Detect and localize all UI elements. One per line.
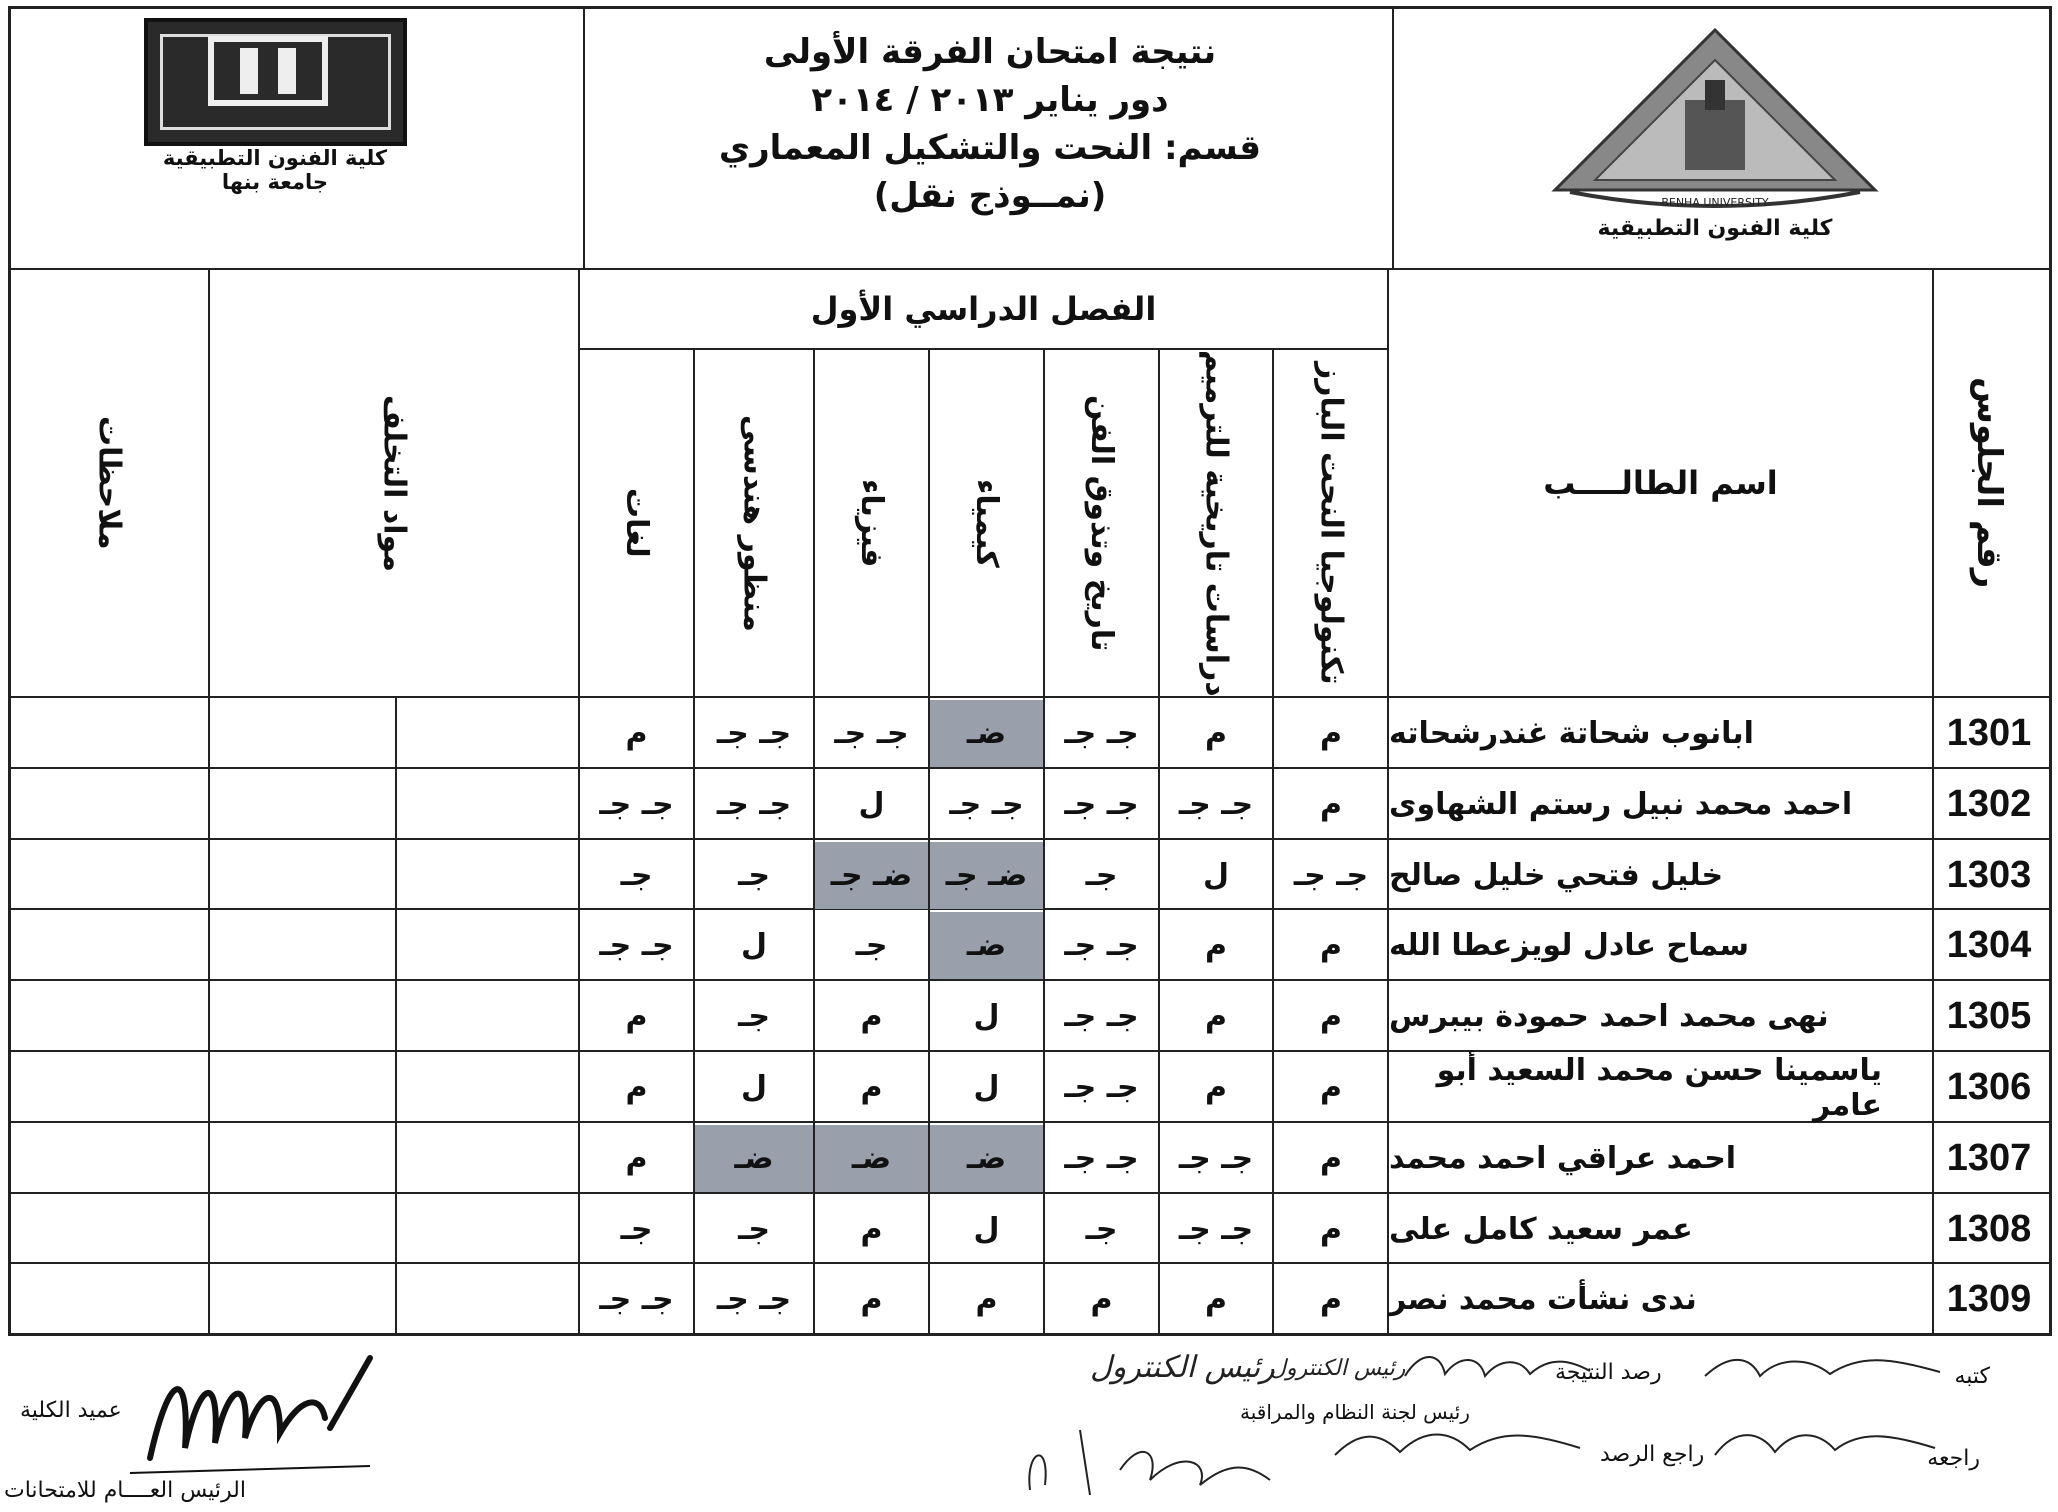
failed-subject-cell xyxy=(210,910,395,981)
subject-header-6-text: منظور هندسى xyxy=(736,414,772,632)
title-line-4: (نمــوذج نقل) xyxy=(873,176,1107,216)
failed-subject-cell xyxy=(397,1264,578,1335)
result-recorded-label: رصد النتيجة xyxy=(1555,1360,1662,1385)
semester-label: الفصل الدراسي الأول xyxy=(810,290,1157,328)
seat-number: 1301 xyxy=(1946,712,2032,754)
written-by-label: كتبه xyxy=(1954,1364,1990,1389)
grade-cell: ل xyxy=(858,787,885,822)
grade-cell: جـ xyxy=(1085,1212,1118,1247)
notes-header xyxy=(10,270,208,696)
student-name: ابانوب شحاتة غندرشحاته xyxy=(1389,716,1754,751)
grade-cell: م xyxy=(625,1070,648,1105)
grade-cell: م xyxy=(1205,1070,1227,1105)
left-logo-caption-university: جامعة بنها xyxy=(221,170,329,194)
handwritten-note-2: رئيس الكنترول xyxy=(1270,1356,1406,1381)
handwritten-note-1: رئيس الكنترول xyxy=(1090,1350,1275,1385)
grade-cell: م xyxy=(1205,1282,1227,1317)
grade-cell: جـ جـ xyxy=(599,787,674,822)
right-logo-caption: كلية الفنون التطبيقية xyxy=(1597,216,1833,241)
notes-cell xyxy=(10,840,208,911)
grade-cell: ضـ xyxy=(695,1125,813,1192)
exam-head-label: الرئيس العــــام للامتحانات xyxy=(4,1478,246,1503)
title-line-2: دور يناير ٢٠١٣ / ٢٠١٤ xyxy=(811,80,1169,120)
grade-cell: ضـ xyxy=(930,700,1043,767)
grade-cell: جـ xyxy=(620,1212,653,1247)
grade-cell: جـ جـ xyxy=(1178,1212,1254,1247)
failed-subjects-header xyxy=(210,270,578,696)
grade-cell: م xyxy=(1090,1282,1113,1317)
grade-cell: جـ xyxy=(738,999,770,1034)
student-name: سماح عادل لويزعطا الله xyxy=(1389,928,1749,963)
grade-cell: م xyxy=(1320,716,1342,751)
failed-subject-cell xyxy=(397,981,578,1052)
subject-header-1 xyxy=(1274,350,1388,696)
grade-cell: جـ جـ xyxy=(599,928,674,963)
grade-cell: جـ جـ xyxy=(1178,1141,1254,1176)
grade-cell: ضـ xyxy=(815,1125,928,1192)
notes-cell xyxy=(10,981,208,1052)
reviewer-signature xyxy=(1710,1420,1940,1470)
failed-subject-cell xyxy=(210,1194,395,1265)
grade-cell: م xyxy=(625,1141,648,1176)
grade-cell: م xyxy=(1320,999,1342,1034)
college-emblem-icon xyxy=(144,18,407,146)
grade-cell: جـ جـ xyxy=(949,787,1024,822)
grade-cell: جـ جـ xyxy=(1064,1141,1139,1176)
grade-cell: ضـ جـ xyxy=(815,842,928,909)
grade-cell: جـ xyxy=(855,928,888,963)
grade-cell: جـ جـ xyxy=(1064,928,1139,963)
header-divider-right xyxy=(1392,6,1394,270)
subject-header-5-text: فيزياء xyxy=(854,478,889,568)
failed-subject-cell xyxy=(397,698,578,769)
grade-cell: م xyxy=(860,999,883,1034)
grade-cell: م xyxy=(1320,787,1342,822)
failed-subject-cell xyxy=(397,769,578,840)
grade-cell: ل xyxy=(1202,858,1230,893)
grade-cell: ل xyxy=(740,1070,768,1105)
writer-signature xyxy=(1700,1348,1950,1388)
student-name: عمر سعيد كامل على xyxy=(1389,1212,1693,1247)
grade-cell: م xyxy=(860,1070,883,1105)
failed-subjects-header-text: مواد التخلف xyxy=(376,394,412,572)
seat-number: 1308 xyxy=(1946,1208,2032,1250)
grade-cell: م xyxy=(625,999,648,1034)
grade-cell: ضـ xyxy=(930,1125,1043,1192)
seat-number-header xyxy=(1934,270,2044,696)
seat-number: 1309 xyxy=(1946,1278,2032,1320)
grade-cell: ضـ جـ xyxy=(930,842,1043,909)
notes-header-text: ملاحظات xyxy=(91,416,127,550)
left-logo-caption-college: كلية الفنون التطبيقية xyxy=(162,146,388,170)
failed-subject-cell xyxy=(210,840,395,911)
failed-subject-cell xyxy=(210,769,395,840)
review-recorder-signature xyxy=(1330,1420,1590,1470)
failed-subject-cell xyxy=(210,1123,395,1194)
grade-cell: جـ جـ xyxy=(1293,858,1369,893)
failed-subject-cell xyxy=(397,1123,578,1194)
right-university-logo xyxy=(1530,20,1900,250)
grade-cell: م xyxy=(860,1212,883,1247)
dean-label: عميد الكلية xyxy=(20,1398,122,1423)
seat-number: 1304 xyxy=(1946,924,2032,966)
subject-header-3-text: تاريخ وتذوق الفن xyxy=(1084,394,1119,652)
student-name-header: اسم الطالــــب xyxy=(1543,464,1778,502)
failed-subject-cell xyxy=(397,1052,578,1123)
seat-number: 1305 xyxy=(1946,995,2032,1037)
seat-number-header-text: رقم الجلوس xyxy=(1969,377,2009,589)
notes-cell xyxy=(10,698,208,769)
subject-header-2-text: دراسات تاريخية للترميم xyxy=(1198,349,1234,697)
grade-cell: جـ xyxy=(738,858,770,893)
emblem-band-text: BENHA UNIVERSITY xyxy=(1661,196,1769,209)
grade-cell: جـ جـ xyxy=(834,716,909,751)
subject-header-3 xyxy=(1045,350,1158,696)
title-line-1: نتيجة امتحان الفرقة الأولى xyxy=(763,32,1217,72)
result-recorder-signature xyxy=(1400,1346,1600,1386)
grade-cell: جـ جـ xyxy=(1178,787,1254,822)
seat-number: 1302 xyxy=(1946,783,2032,825)
student-name: ياسمينا حسن محمد السعيد أبو عامر xyxy=(1436,1052,1882,1123)
subject-header-1-text: تكنولوجيا النحت البارز xyxy=(1313,361,1349,685)
student-name: احمد عراقي احمد محمد xyxy=(1389,1141,1737,1176)
failed-subject-cell xyxy=(210,698,395,769)
notes-cell xyxy=(10,1194,208,1265)
grade-cell: م xyxy=(1205,999,1227,1034)
grade-cell: م xyxy=(1205,928,1227,963)
committee-signatures xyxy=(1020,1410,1280,1500)
grade-cell: جـ جـ xyxy=(1064,716,1139,751)
grade-cell: جـ جـ xyxy=(716,716,792,751)
grade-cell: جـ xyxy=(620,858,653,893)
failed-subject-cell xyxy=(397,840,578,911)
grade-cell: جـ جـ xyxy=(1064,999,1139,1034)
grade-cell: ل xyxy=(973,1212,1000,1247)
committee-head-label: رئيس لجنة النظام والمراقبة xyxy=(1240,1400,1470,1424)
grade-cell: ل xyxy=(973,999,1000,1034)
grade-cell: م xyxy=(1205,716,1227,751)
reviewed-by-label: راجعه xyxy=(1927,1446,1980,1471)
left-college-logo xyxy=(140,18,410,194)
grade-cell: م xyxy=(1320,1070,1342,1105)
grade-cell: م xyxy=(860,1282,883,1317)
failed-subject-cell xyxy=(210,1052,395,1123)
seat-number: 1306 xyxy=(1946,1066,2032,1108)
failed-subject-cell xyxy=(397,1194,578,1265)
grade-cell: جـ جـ xyxy=(599,1282,674,1317)
grade-cell: ل xyxy=(973,1070,1000,1105)
document-title xyxy=(590,28,1390,220)
seat-number: 1303 xyxy=(1946,854,2032,896)
grade-cell: م xyxy=(975,1282,998,1317)
review-recorded-label: راجع الرصد xyxy=(1600,1442,1705,1467)
student-name: نهى محمد احمد حمودة بيبرس xyxy=(1389,999,1829,1034)
notes-cell xyxy=(10,1123,208,1194)
header-divider-left xyxy=(583,6,585,270)
subject-header-7-text: لغات xyxy=(619,488,654,558)
grade-cell: م xyxy=(1320,928,1342,963)
grade-cell: جـ جـ xyxy=(716,787,792,822)
notes-cell xyxy=(10,910,208,981)
student-name: خليل فتحي خليل صالح xyxy=(1389,858,1724,893)
grade-cell: ل xyxy=(740,928,768,963)
subject-header-6 xyxy=(695,350,813,696)
grade-cell: جـ جـ xyxy=(1064,787,1139,822)
grade-cell: م xyxy=(1320,1282,1342,1317)
title-line-3: قسم: النحت والتشكيل المعماري xyxy=(718,128,1262,168)
grade-cell: م xyxy=(625,716,648,751)
failed-subject-cell xyxy=(397,910,578,981)
subject-header-5 xyxy=(815,350,928,696)
grade-cell: جـ xyxy=(1085,858,1118,893)
subject-header-4 xyxy=(930,350,1043,696)
seat-number: 1307 xyxy=(1946,1137,2032,1179)
grade-cell: جـ جـ xyxy=(716,1282,792,1317)
grade-cell: جـ جـ xyxy=(1064,1070,1139,1105)
grade-cell: ضـ xyxy=(930,912,1043,979)
failed-subject-cell xyxy=(210,981,395,1052)
notes-cell xyxy=(10,1052,208,1123)
subject-header-4-text: كيمياء xyxy=(969,478,1004,568)
grade-cell: م xyxy=(1320,1212,1342,1247)
student-name: ندى نشأت محمد نصر xyxy=(1389,1282,1697,1317)
dean-signature xyxy=(130,1348,380,1488)
failed-subject-cell xyxy=(210,1264,395,1335)
grade-cell: م xyxy=(1320,1141,1342,1176)
subject-header-2 xyxy=(1160,350,1272,696)
notes-cell xyxy=(10,1264,208,1335)
benha-university-emblem-icon xyxy=(1545,20,1885,210)
grade-cell: جـ xyxy=(738,1212,770,1247)
student-name: احمد محمد نبيل رستم الشهاوى xyxy=(1389,787,1853,822)
notes-cell xyxy=(10,769,208,840)
subject-header-7 xyxy=(580,350,693,696)
